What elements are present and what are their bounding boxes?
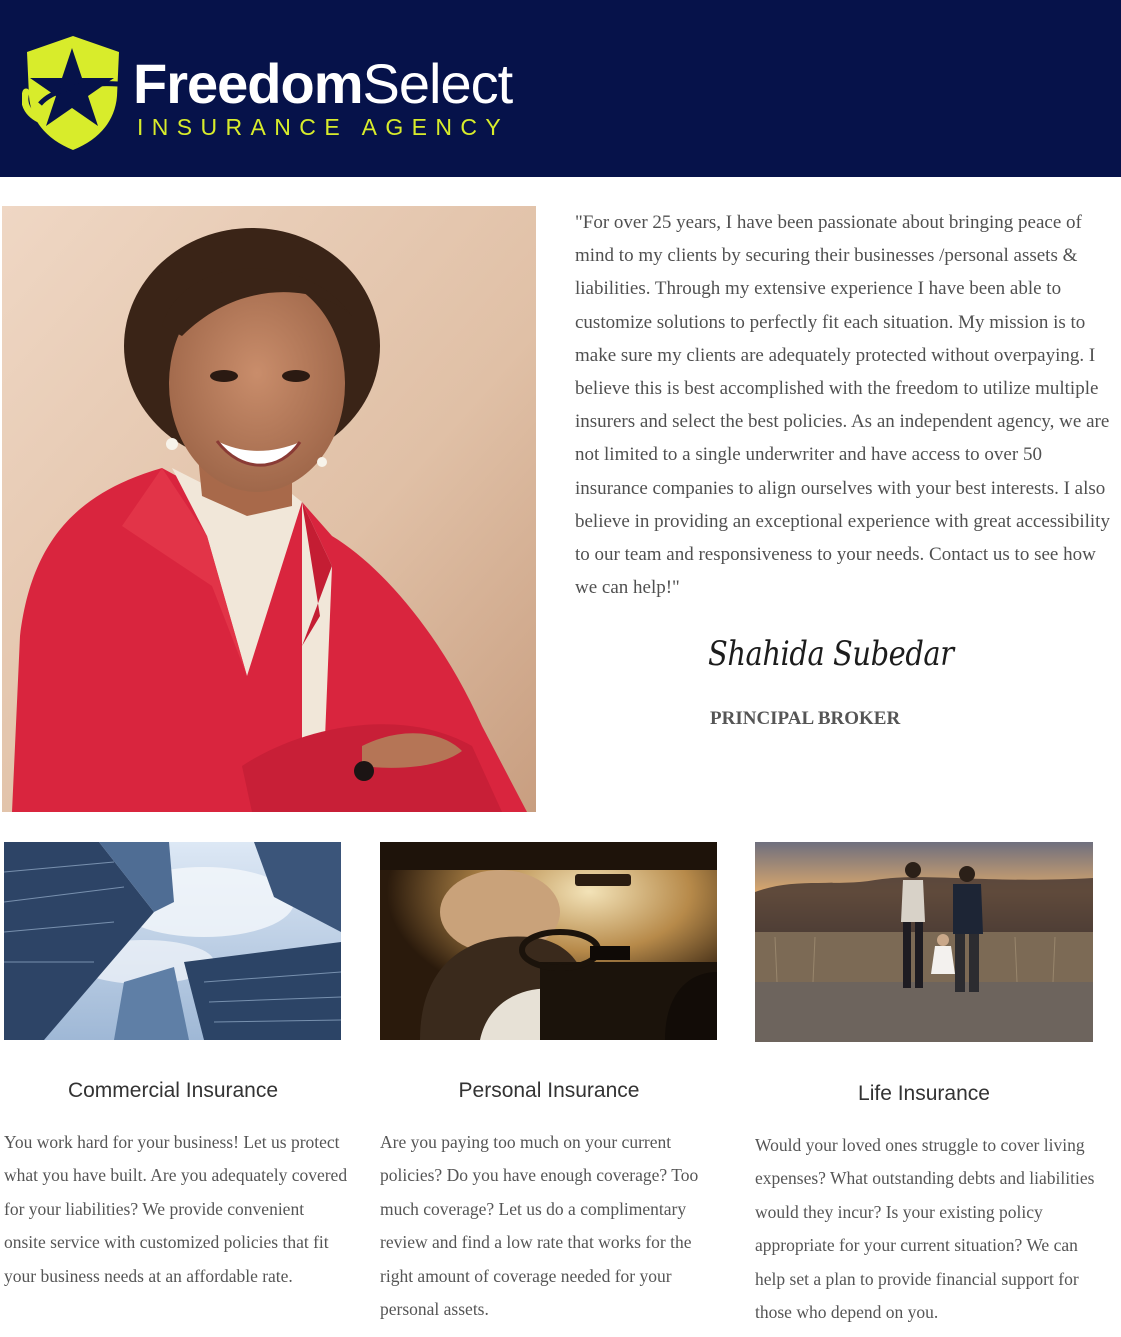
life-insurance-photo[interactable] xyxy=(755,842,1093,1042)
personal-insurance-photo[interactable] xyxy=(380,842,717,1040)
site-header xyxy=(0,0,1121,177)
broker-quote: "For over 25 years, I have been passionate about bringing peace of mind to my clients by securing their businesses /personal assets & liabilities. Through my extensive experience I have been able to customize solutions to perfectly fit each situation. My mission is to make sure my clients are adequately protected without overpaying. I believe this is best accomplished with the freedom to utilize multiple insurers and select the best policies. As an independent agency, we are not limited to a single underwriter and have access to over 50 insurance companies to align ourselves with your best interests. I also believe in providing an exceptional experience with great accessibility to our team and responsiveness to your needs. Contact us to see how we can help!" xyxy=(575,212,1110,599)
freedom-select-logo[interactable] xyxy=(22,34,562,152)
broker-signature: Shahida Subedar xyxy=(708,634,954,674)
personal-insurance-title[interactable]: Personal Insurance xyxy=(458,1079,640,1102)
logo-tagline: INSURANCE AGENCY xyxy=(137,114,510,140)
shield-star-icon xyxy=(22,34,124,152)
commercial-insurance-title[interactable]: Commercial Insurance xyxy=(67,1079,279,1102)
personal-insurance-description: Are you paying too much on your current policies? Do you have enough coverage? Too much coverage? Let us do a complimentary review and find a low rate that works for the right amount of coverage needed for your personal assets. xyxy=(380,1132,699,1320)
broker-title: PRINCIPAL BROKER xyxy=(710,708,901,729)
logo-name-bold: Freedom xyxy=(133,52,363,115)
commercial-insurance-description: You work hard for your business! Let us protect what you have built. Are you adequately covered for your liabilities? We provide convenient onsite service with customized policies that fit your business needs at an affordable rate. xyxy=(4,1132,348,1286)
commercial-insurance-photo[interactable] xyxy=(4,842,341,1040)
life-insurance-description: Would your loved ones struggle to cover living expenses? What outstanding debts and liabilities would they incur? Is your existing policy appropriate for your current situation? We can help set a plan to provide financial support for those who depend on you. xyxy=(755,1135,1095,1323)
logo-name-light: Select xyxy=(362,52,513,115)
logo-wordmark xyxy=(133,54,512,114)
broker-portrait-photo xyxy=(2,206,536,812)
life-insurance-title[interactable]: Life Insurance xyxy=(858,1082,990,1105)
